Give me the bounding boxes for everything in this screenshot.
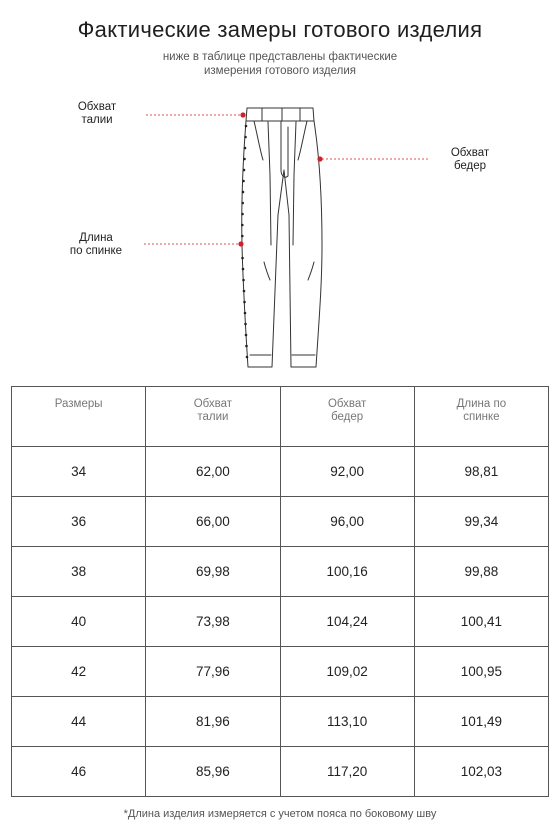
cell-hips: 92,00 bbox=[280, 447, 414, 497]
cell-waist: 81,96 bbox=[146, 697, 280, 747]
cell-length: 98,81 bbox=[414, 447, 548, 497]
cell-hips: 100,16 bbox=[280, 547, 414, 597]
cell-size: 44 bbox=[12, 697, 146, 747]
cell-size: 42 bbox=[12, 647, 146, 697]
crease-right bbox=[293, 122, 296, 245]
marker-waist bbox=[240, 112, 245, 117]
label-hips-line: Обхват bbox=[450, 147, 490, 159]
page-subtitle bbox=[0, 50, 560, 78]
cell-size: 36 bbox=[12, 497, 146, 547]
cell-size: 40 bbox=[12, 597, 146, 647]
table-row bbox=[12, 647, 549, 697]
trousers-outline bbox=[242, 121, 322, 367]
header-waist: Обхват талии bbox=[146, 387, 280, 447]
cell-size: 46 bbox=[12, 747, 146, 797]
header-hips: Обхват бедер bbox=[280, 387, 414, 447]
marker-hips bbox=[317, 156, 322, 161]
label-waist-line: талии bbox=[81, 114, 113, 126]
table-row bbox=[12, 447, 549, 497]
subtitle-line: ниже в таблице представлены фактические bbox=[162, 51, 398, 63]
table-row bbox=[12, 697, 549, 747]
knee-fold-right bbox=[308, 262, 314, 280]
table-row bbox=[12, 597, 549, 647]
fly-seam bbox=[281, 121, 288, 177]
cell-waist: 62,00 bbox=[146, 447, 280, 497]
waistband-outline bbox=[246, 108, 314, 121]
cell-hips: 109,02 bbox=[280, 647, 414, 697]
footnote: *Длина изделия измеряется с учетом пояса по боковому шву bbox=[123, 808, 437, 820]
header-size: Размеры bbox=[12, 387, 146, 447]
page-title: Фактические замеры готового изделия bbox=[77, 17, 483, 42]
cell-length: 99,88 bbox=[414, 547, 548, 597]
cell-waist: 77,96 bbox=[146, 647, 280, 697]
cell-hips: 117,20 bbox=[280, 747, 414, 797]
knee-fold-left bbox=[264, 262, 270, 280]
cell-length: 101,49 bbox=[414, 697, 548, 747]
cell-size: 38 bbox=[12, 547, 146, 597]
cell-waist: 66,00 bbox=[146, 497, 280, 547]
cell-waist: 69,98 bbox=[146, 547, 280, 597]
front-pocket-right bbox=[298, 121, 307, 160]
marker-length bbox=[238, 241, 243, 246]
cell-hips: 96,00 bbox=[280, 497, 414, 547]
belt-loop bbox=[262, 108, 300, 121]
crease-left bbox=[268, 122, 271, 245]
cell-waist: 85,96 bbox=[146, 747, 280, 797]
label-hips-line: бедер bbox=[453, 160, 487, 172]
cell-length: 100,41 bbox=[414, 597, 548, 647]
label-length-line: Длина bbox=[79, 232, 113, 244]
label-waist-line: Обхват bbox=[77, 101, 117, 113]
cell-hips: 104,24 bbox=[280, 597, 414, 647]
cell-size: 34 bbox=[12, 447, 146, 497]
size-table bbox=[11, 386, 549, 797]
table-row bbox=[12, 547, 549, 597]
subtitle-line: измерения готового изделия bbox=[203, 65, 357, 77]
front-pocket-left bbox=[254, 121, 263, 160]
label-length-line: по спинке bbox=[69, 245, 123, 257]
cell-length: 99,34 bbox=[414, 497, 548, 547]
cell-length: 100,95 bbox=[414, 647, 548, 697]
cell-length: 102,03 bbox=[414, 747, 548, 797]
table-header-row bbox=[12, 387, 549, 447]
cell-waist: 73,98 bbox=[146, 597, 280, 647]
trousers-diagram bbox=[0, 95, 560, 380]
table-row bbox=[12, 747, 549, 797]
cell-hips: 113,10 bbox=[280, 697, 414, 747]
table-row bbox=[12, 497, 549, 547]
header-length: Длина по спинке bbox=[414, 387, 548, 447]
